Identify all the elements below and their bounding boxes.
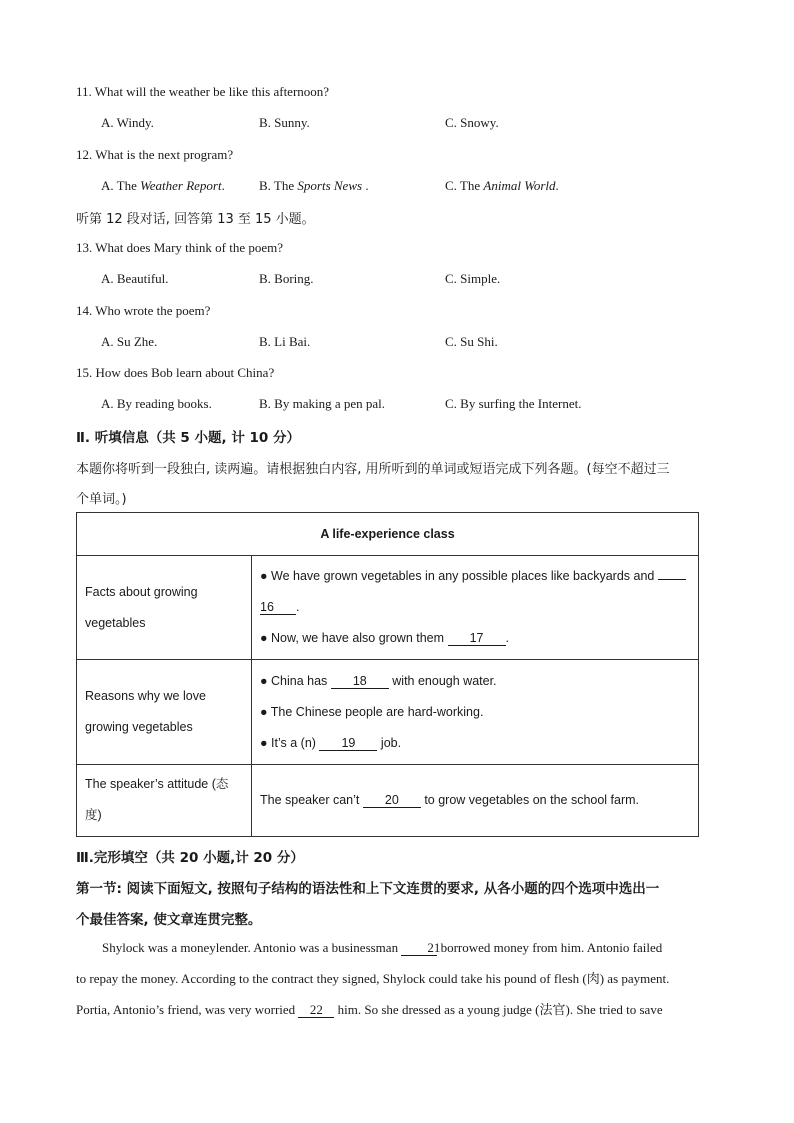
question-14-option-a: A. Su Zhe. [101, 334, 158, 349]
row-content-attitude: The speaker can’t 20 to grow vegetables on the school farm. [252, 764, 699, 836]
section-2-instruction-line-1: 本题你将听到一段独白, 读两遍。请根据独白内容, 用所听到的单词或短语完成下列各题。(每空不超过三 [76, 462, 670, 477]
section-3-title: Ⅲ.完形填空（共 20 小题,计 20 分） [76, 850, 304, 866]
question-11-option-b: B. Sunny. [259, 115, 310, 130]
question-12-stem: 12. What is the next program? [76, 147, 234, 162]
table-row [77, 764, 699, 836]
table-title: A life-experience class [77, 513, 699, 556]
question-14-stem: 14. Who wrote the poem? [76, 303, 211, 318]
question-14-option-b: B. Li Bai. [259, 334, 311, 349]
question-13-option-c: C. Simple. [445, 271, 501, 286]
blank-16: 16 [260, 600, 296, 615]
question-15-option-a: A. By reading books. [101, 396, 212, 411]
info-table [76, 512, 699, 837]
dialog-12-instruction: 听第 12 段对话, 回答第 13 至 15 小题。 [76, 212, 315, 227]
blank-20: 20 [363, 793, 421, 808]
question-13-stem: 13. What does Mary think of the poem? [76, 240, 283, 255]
question-12-option-a: A. The Weather Report. [101, 178, 225, 193]
question-11-stem: 11. What will the weather be like this afternoon? [76, 84, 330, 99]
blank-17: 17 [448, 631, 506, 646]
section-3-part-1-instruction: 第一节: 阅读下面短文, 按照句子结构的语法性和上下文连贯的要求, 从各小题的四个选项中选出一 [76, 881, 660, 897]
question-12-option-b: B. The Sports News . [259, 178, 369, 193]
table-row [77, 660, 699, 764]
question-11-option-a: A. Windy. [101, 115, 154, 130]
row-label-reasons: Reasons why we love growing vegetables [77, 660, 252, 764]
row-label-facts: Facts about growing vegetables [77, 556, 252, 660]
blank-21: 21 [401, 941, 437, 956]
question-11-option-c: C. Snowy. [445, 115, 499, 130]
question-13-option-a: A. Beautiful. [101, 271, 169, 286]
section-2-instruction-line-2: 个单词。) [76, 492, 127, 507]
section-3-part-1-instruction-cont: 个最佳答案, 使文章连贯完整。 [76, 912, 262, 928]
cloze-passage: Shylock was a moneylender. Antonio was a businessman 21 borrowed money from him. Antonio failed to repay the money. According to the contract they signed, Shylock could take his pound of flesh (肉) as payment. Portia, Antonio’s friend, was very worried 22 him. So she dressed as a young judge (法官). She tried to save [76, 940, 670, 1017]
question-12-option-c: C. The Animal World. [445, 178, 559, 193]
blank-19: 19 [319, 736, 377, 751]
table-row [77, 556, 699, 660]
question-14-option-c: C. Su Shi. [445, 334, 498, 349]
blank-22: 22 [298, 1003, 334, 1018]
question-13-option-b: B. Boring. [259, 271, 314, 286]
section-2-title: Ⅱ. 听填信息（共 5 小题, 计 10 分） [76, 430, 301, 446]
row-content-reasons: ● China has 18 with enough water. ● The Chinese people are hard-working. ● It’s a (n) 19 job. [252, 660, 699, 764]
blank-18: 18 [331, 674, 389, 689]
question-15-option-c: C. By surfing the Internet. [445, 396, 582, 411]
question-15-option-b: B. By making a pen pal. [259, 396, 386, 411]
row-label-attitude: The speaker’s attitude (态度) [77, 764, 252, 836]
row-content-facts: ● We have grown vegetables in any possible places like backyards and 16 . ● Now, we have also grown them 17 . [252, 556, 699, 660]
question-15-stem: 15. How does Bob learn about China? [76, 365, 275, 380]
